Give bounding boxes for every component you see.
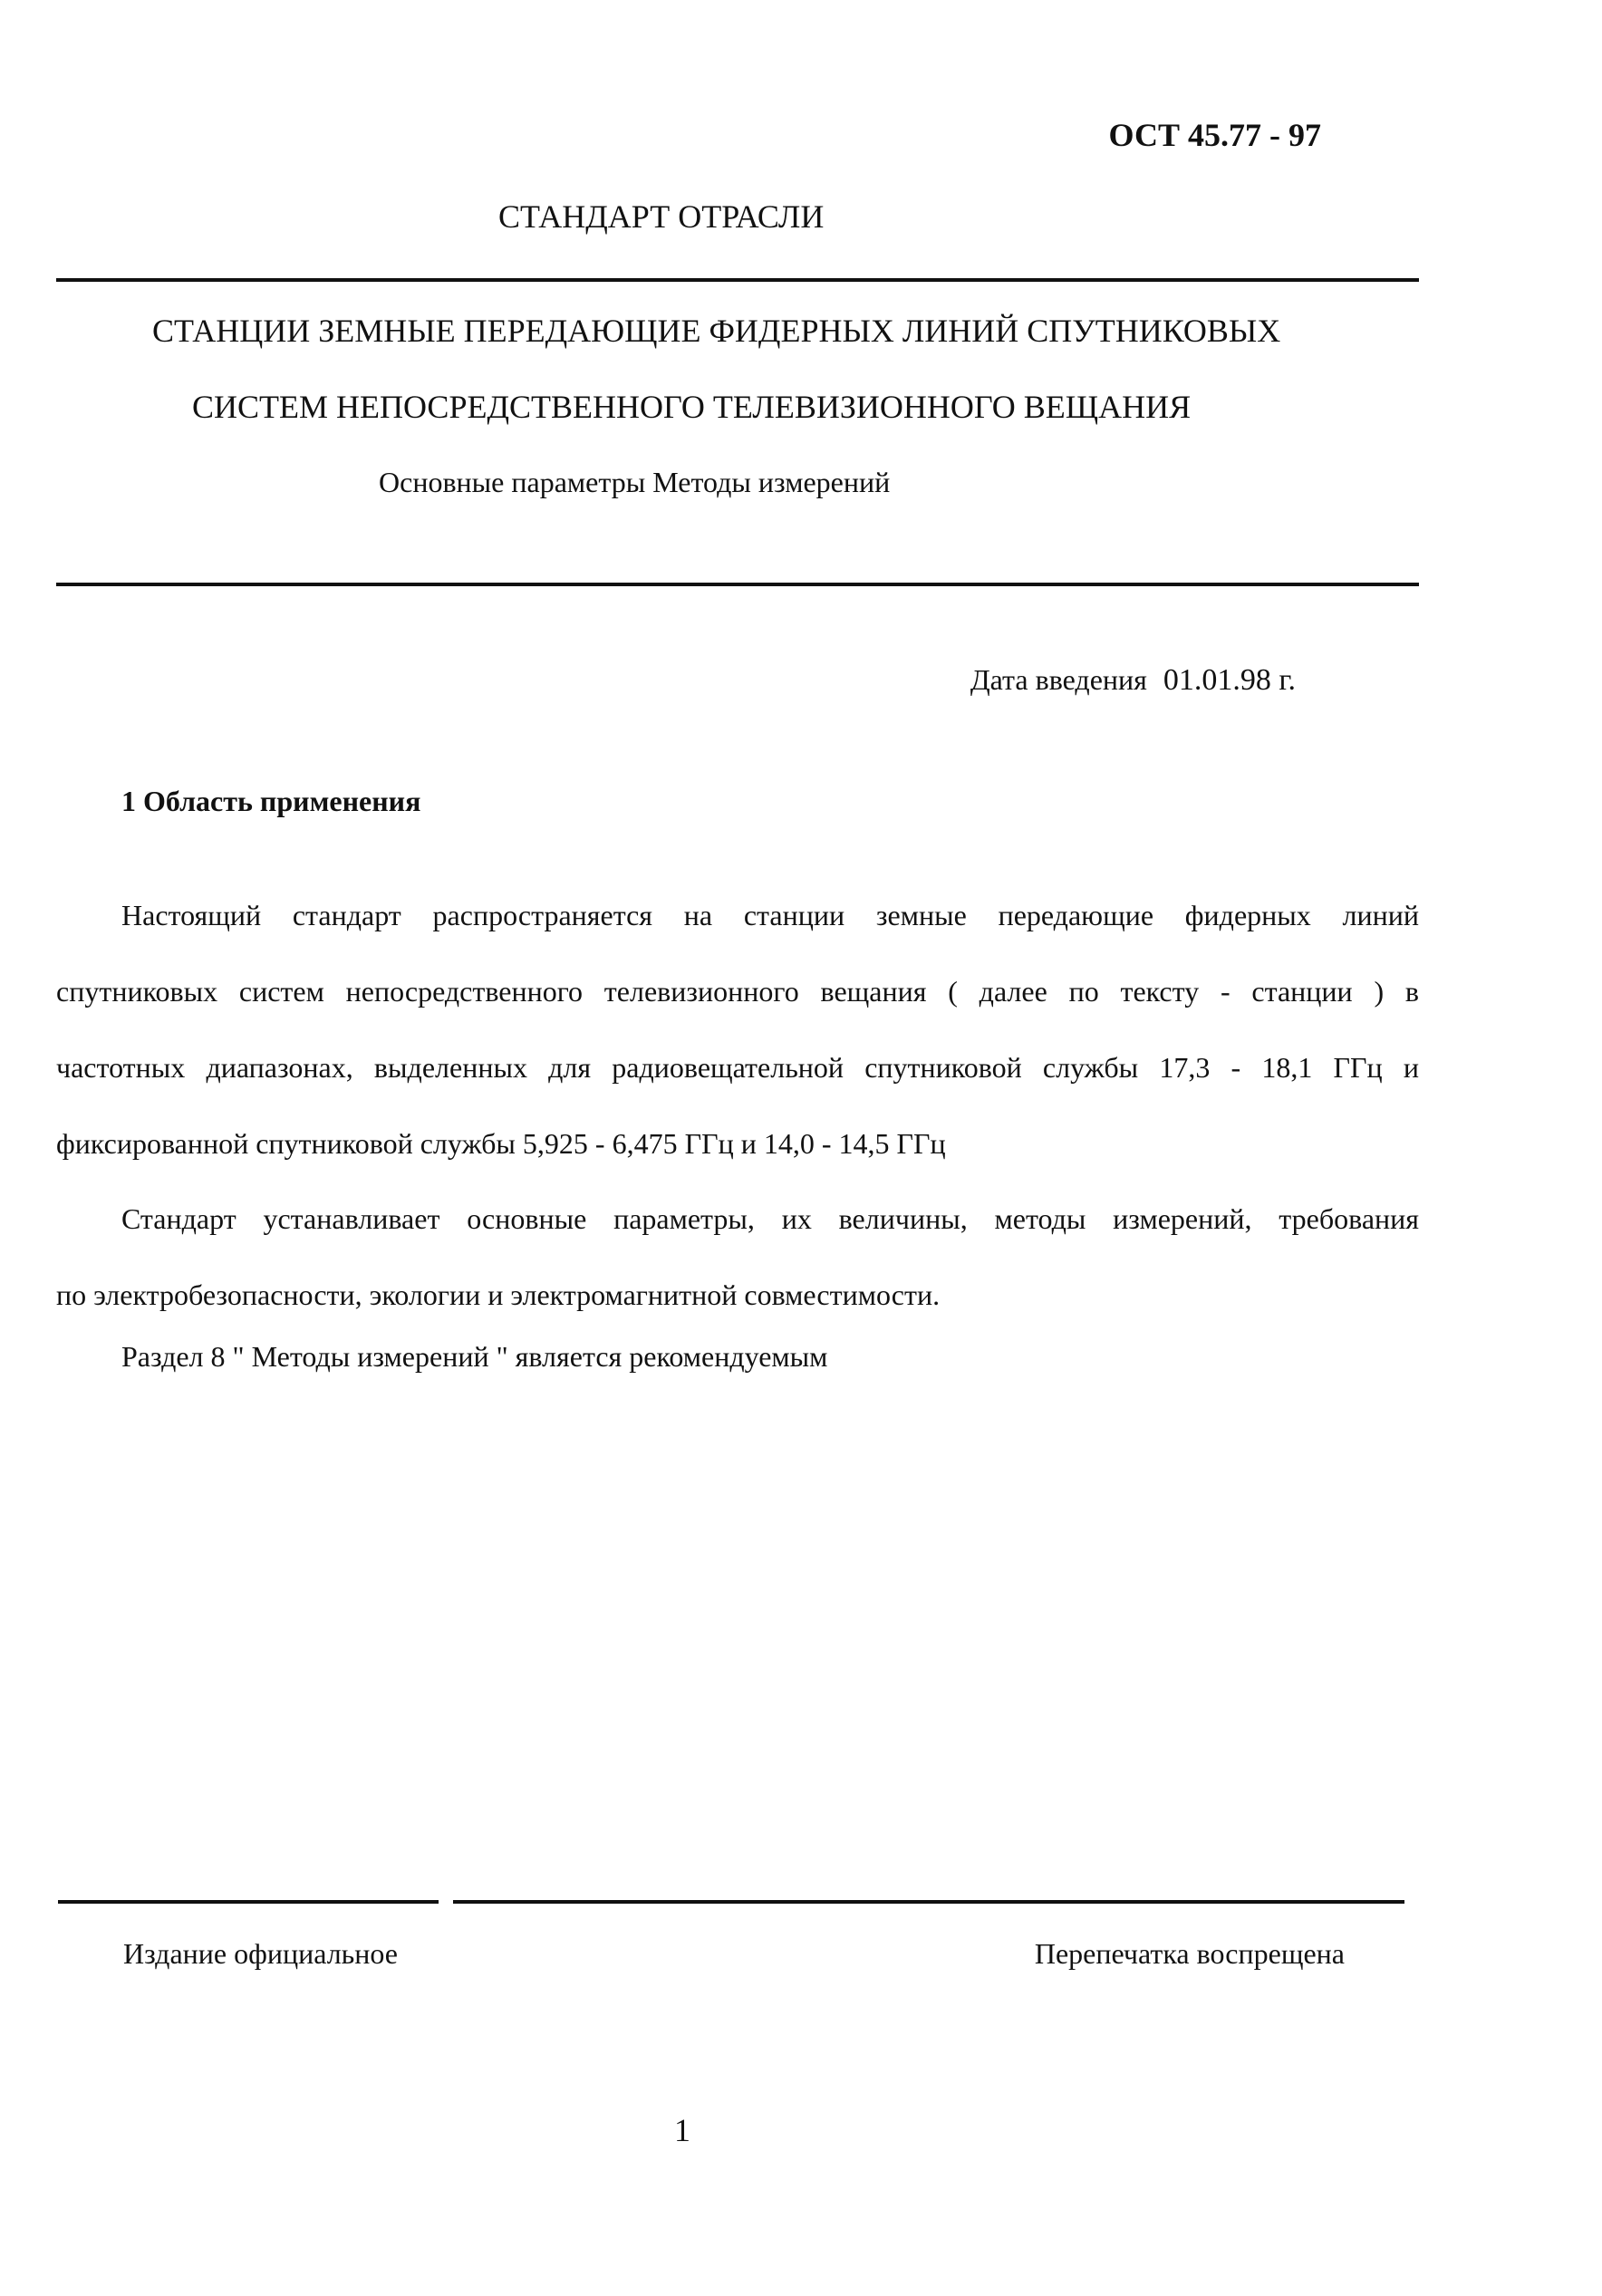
scope-paragraph bbox=[56, 877, 1419, 1182]
title-line-2: СИСТЕМ НЕПОСРЕДСТВЕННОГО ТЕЛЕВИЗИОННОГО ВЕЩАНИЯ bbox=[192, 389, 1192, 425]
section-heading: 1 Область применения bbox=[121, 785, 421, 817]
paragraph-line: частотных диапазонах, выделенных для радиовещательной спутниковой службы 17,3 - 18,1 ГГц и bbox=[56, 1051, 1419, 1084]
footer-divider-left bbox=[58, 1900, 439, 1904]
paragraph-line: Настоящий стандарт распространяется на станции земные передающие фидерных линий bbox=[121, 899, 1419, 931]
reprint-prohibited-note: Перепечатка воспрещена bbox=[1034, 1937, 1345, 1970]
footer-divider-right bbox=[453, 1900, 1404, 1904]
standard-kind: СТАНДАРТ ОТРАСЛИ bbox=[498, 198, 825, 235]
paragraph-line: по электробезопасности, экологии и электромагнитной совместимости. bbox=[56, 1278, 941, 1311]
title-divider bbox=[56, 583, 1419, 586]
official-edition-note: Издание официальное bbox=[123, 1937, 398, 1970]
paragraph-line: Стандарт устанавливает основные параметры, их величины, методы измерений, требования bbox=[121, 1202, 1419, 1235]
introduction-date-label: Дата введения bbox=[970, 663, 1147, 696]
top-divider bbox=[56, 278, 1419, 282]
requirements-paragraph bbox=[56, 1181, 1419, 1333]
standard-code: ОСТ 45.77 - 97 bbox=[1108, 117, 1321, 153]
subtitle: Основные параметры Методы измерений bbox=[379, 466, 891, 498]
introduction-date-value: 01.01.98 г. bbox=[1163, 663, 1296, 697]
paragraph-line: спутниковых систем непосредственного телевизионного вещания ( далее по тексту - станции ) в bbox=[56, 975, 1419, 1008]
introduction-date bbox=[970, 663, 1296, 698]
recommendation-paragraph: Раздел 8 " Методы измерений " является рекомендуемым bbox=[121, 1340, 828, 1373]
title-line-1: СТАНЦИИ ЗЕМНЫЕ ПЕРЕДАЮЩИЕ ФИДЕРНЫХ ЛИНИЙ СПУТНИКОВЫХ bbox=[152, 313, 1281, 349]
page-number: 1 bbox=[674, 2112, 690, 2148]
paragraph-line: фиксированной спутниковой службы 5,925 - 6,475 ГГц и 14,0 - 14,5 ГГц bbox=[56, 1127, 946, 1160]
